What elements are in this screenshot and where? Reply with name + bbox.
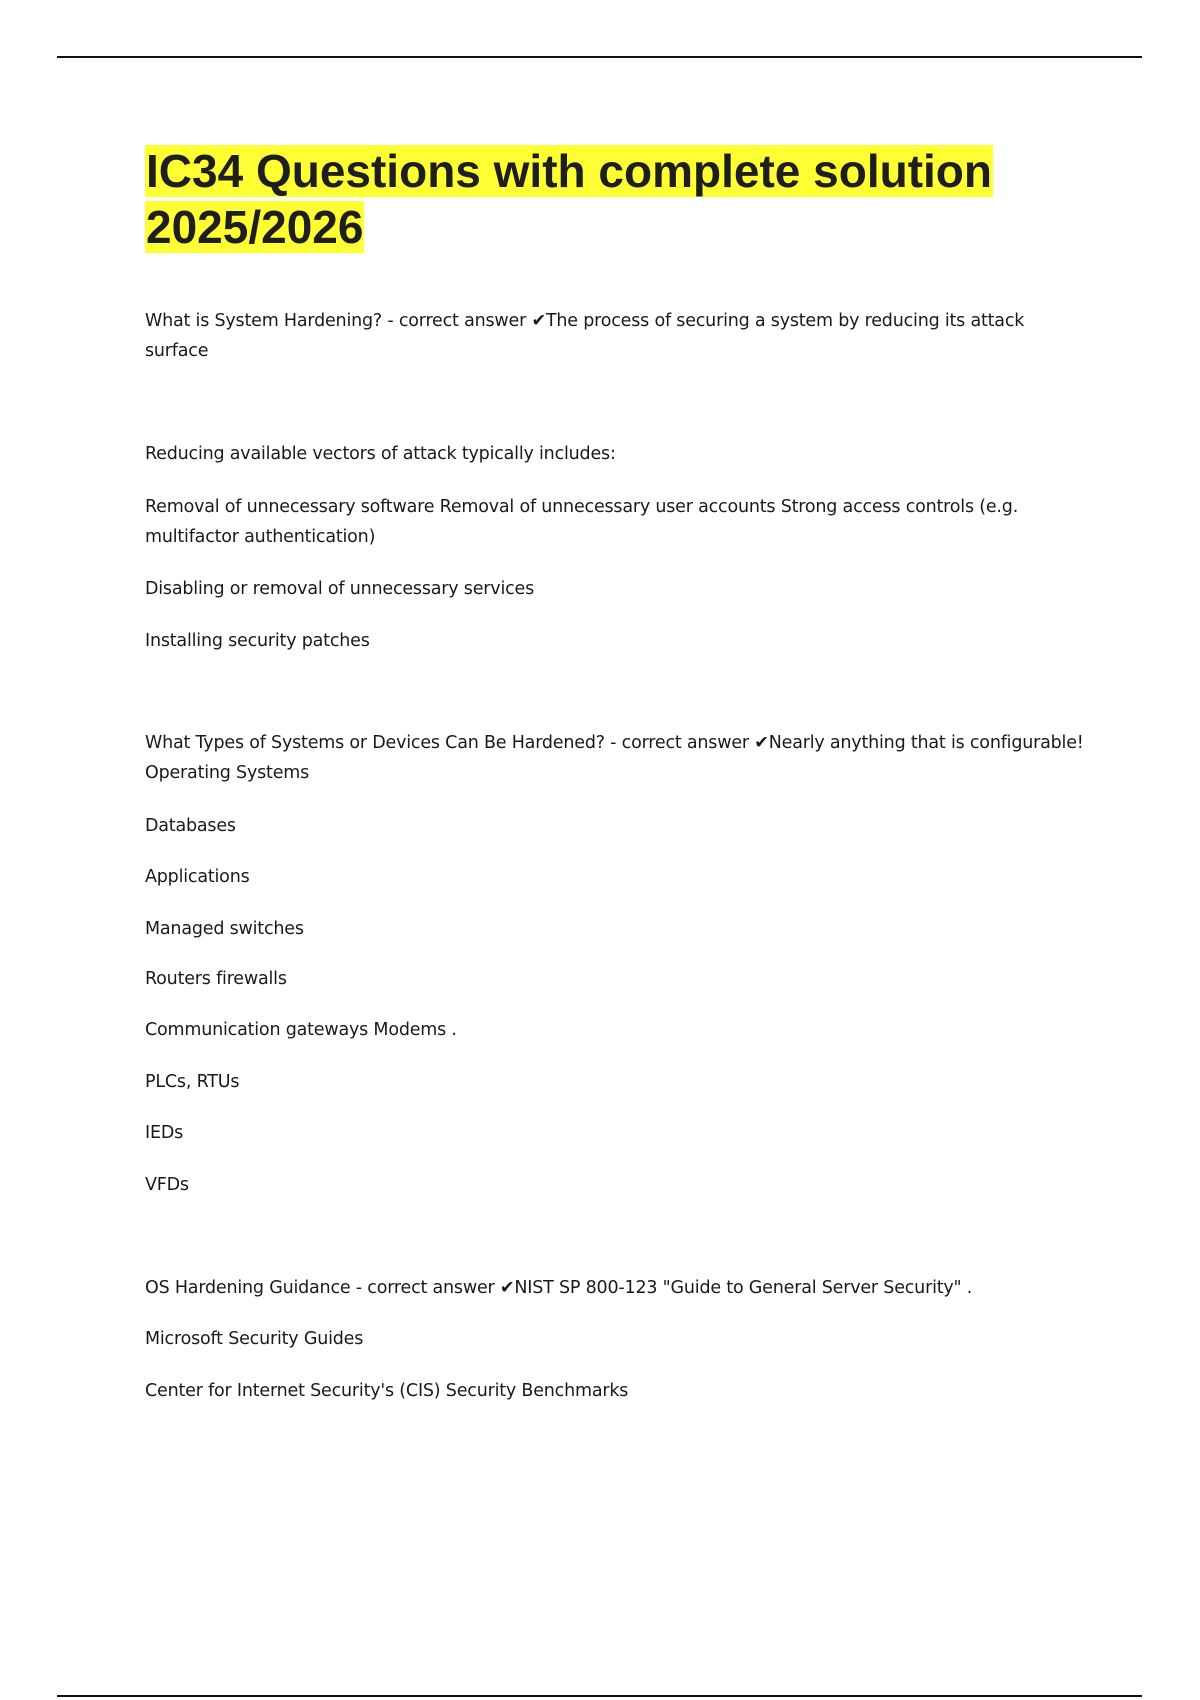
question-os-hardening-guidance <box>145 1273 1085 1303</box>
checkmark-icon: ✔ <box>499 1278 515 1298</box>
question-types-of-systems <box>145 728 1085 788</box>
document-title <box>145 143 1105 255</box>
list-item: PLCs, RTUs <box>145 1072 240 1092</box>
title-highlight: IC34 Questions with complete solution 2025/2026 <box>146 145 992 253</box>
list-item: Managed switches <box>145 919 304 939</box>
list-item: Communication gateways Modems . <box>145 1020 457 1040</box>
list-item: Applications <box>145 867 250 887</box>
answer-text: The process of securing a system by reducing its attack surface <box>145 311 1025 361</box>
answer-text: NIST SP 800-123 "Guide to General Server Security" . <box>514 1278 973 1298</box>
list-item: Databases <box>145 816 236 836</box>
checkmark-icon: ✔ <box>754 733 769 753</box>
paragraph: Reducing available vectors of attack typically includes: <box>145 444 616 464</box>
list-item: Microsoft Security Guides <box>145 1329 364 1349</box>
question-text: What is System Hardening? - correct answer <box>145 311 532 331</box>
question-text: What Types of Systems or Devices Can Be Hardened? - correct answer <box>145 733 755 753</box>
question-system-hardening <box>145 306 1085 366</box>
footer-rule <box>57 1695 1142 1697</box>
question-text: OS Hardening Guidance - correct answer <box>145 1278 500 1298</box>
checkmark-icon: ✔ <box>531 311 546 331</box>
list-item: VFDs <box>145 1175 189 1195</box>
header-rule <box>57 56 1142 58</box>
paragraph: Disabling or removal of unnecessary services <box>145 579 535 599</box>
paragraph: Installing security patches <box>145 631 370 651</box>
list-item: Center for Internet Security's (CIS) Security Benchmarks <box>145 1381 629 1401</box>
list-item: Routers firewalls <box>145 969 287 989</box>
list-item: IEDs <box>145 1123 184 1143</box>
paragraph: Removal of unnecessary software Removal of unnecessary user accounts Strong access controls (e.g. multifactor authentication) <box>145 497 1019 547</box>
answer-text: Nearly anything that is configurable! Operating Systems <box>145 733 1084 783</box>
